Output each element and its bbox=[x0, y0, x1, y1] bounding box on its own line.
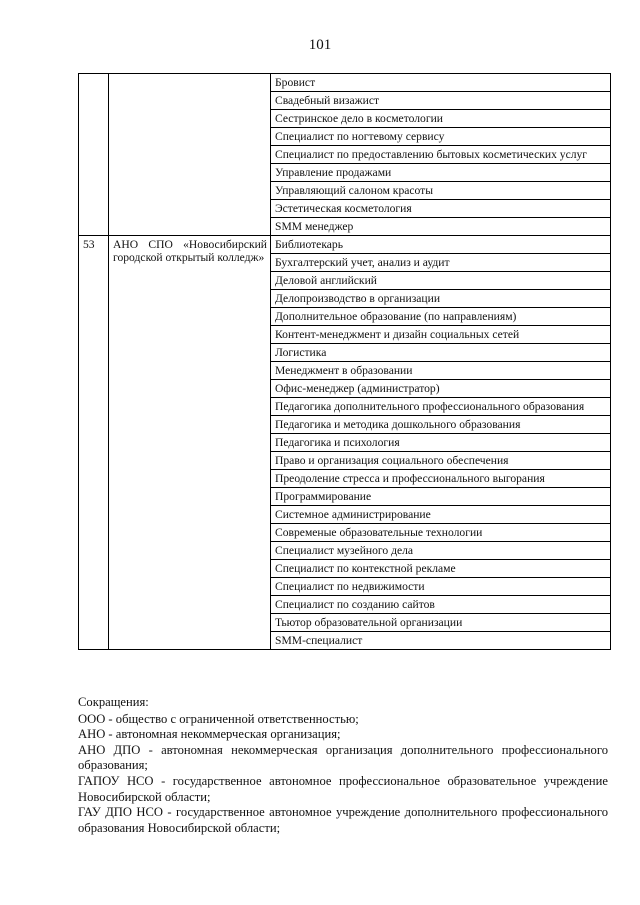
continued-rows-group bbox=[79, 74, 611, 236]
abbreviation-item: АНО - автономная некоммерческая организация; bbox=[78, 727, 341, 742]
program-cell: Системное администрирование bbox=[271, 506, 611, 524]
program-cell: Библиотекарь bbox=[271, 236, 611, 254]
page-number: 101 bbox=[308, 37, 332, 53]
program-cell: Сестринское дело в косметологии bbox=[271, 110, 611, 128]
program-cell: Тьютор образовательной организации bbox=[271, 614, 611, 632]
program-cell: SMM-специалист bbox=[271, 632, 611, 650]
program-cell: Современые образовательные технологии bbox=[271, 524, 611, 542]
program-cell: Менеджмент в образовании bbox=[271, 362, 611, 380]
program-cell: Специалист по недвижимости bbox=[271, 578, 611, 596]
table-row bbox=[79, 236, 611, 254]
organization-cell bbox=[109, 74, 271, 236]
program-cell: SMM менеджер bbox=[271, 218, 611, 236]
program-cell: Специалист по созданию сайтов bbox=[271, 596, 611, 614]
program-cell: Бровист bbox=[271, 74, 611, 92]
program-cell: Специалист по предоставлению бытовых косметических услуг bbox=[271, 146, 611, 164]
program-cell: Специалист по контекстной рекламе bbox=[271, 560, 611, 578]
program-cell: Дополнительное образование (по направлениям) bbox=[271, 308, 611, 326]
programs-table bbox=[78, 73, 611, 650]
program-cell: Управление продажами bbox=[271, 164, 611, 182]
program-cell: Педагогика дополнительного профессионального образования bbox=[271, 398, 611, 416]
abbreviations-list bbox=[78, 712, 608, 837]
program-cell: Программирование bbox=[271, 488, 611, 506]
program-cell: Педагогика и психология bbox=[271, 434, 611, 452]
abbreviation-item: ООО - общество с ограниченной ответственностью; bbox=[78, 711, 359, 726]
program-cell: Эстетическая косметология bbox=[271, 200, 611, 218]
program-cell: Управляющий салоном красоты bbox=[271, 182, 611, 200]
program-cell: Специалист по ногтевому сервису bbox=[271, 128, 611, 146]
program-cell: Преодоление стресса и профессионального выгорания bbox=[271, 470, 611, 488]
program-cell: Логистика bbox=[271, 344, 611, 362]
org-53-rows-group bbox=[79, 236, 611, 650]
table-row bbox=[79, 74, 611, 92]
abbreviation-item: АНО ДПО - автономная некоммерческая организация дополнительного профессионального образования; bbox=[78, 742, 608, 773]
abbreviations-heading: Сокращения: bbox=[78, 695, 149, 709]
program-cell: Делопроизводство в организации bbox=[271, 290, 611, 308]
row-number-cell bbox=[79, 74, 109, 236]
organization-cell: АНО СПО «Новосибирский городской открытый колледж» bbox=[109, 236, 271, 650]
program-cell: Офис-менеджер (администратор) bbox=[271, 380, 611, 398]
program-cell: Право и организация социального обеспечения bbox=[271, 452, 611, 470]
program-cell: Бухгалтерский учет, анализ и аудит bbox=[271, 254, 611, 272]
abbreviation-item: ГАПОУ НСО - государственное автономное профессиональное образовательное учреждение Новосибирской области; bbox=[78, 773, 608, 804]
row-number-cell: 53 bbox=[79, 236, 109, 650]
abbreviations-block bbox=[78, 695, 608, 836]
program-cell: Контент-менеджмент и дизайн социальных сетей bbox=[271, 326, 611, 344]
program-cell: Педагогика и методика дошкольного образования bbox=[271, 416, 611, 434]
abbreviation-item: ГАУ ДПО НСО - государственное автономное учреждение дополнительного профессионального образования Новосибирской области; bbox=[78, 805, 608, 835]
program-cell: Деловой английский bbox=[271, 272, 611, 290]
program-cell: Свадебный визажист bbox=[271, 92, 611, 110]
program-cell: Специалист музейного дела bbox=[271, 542, 611, 560]
